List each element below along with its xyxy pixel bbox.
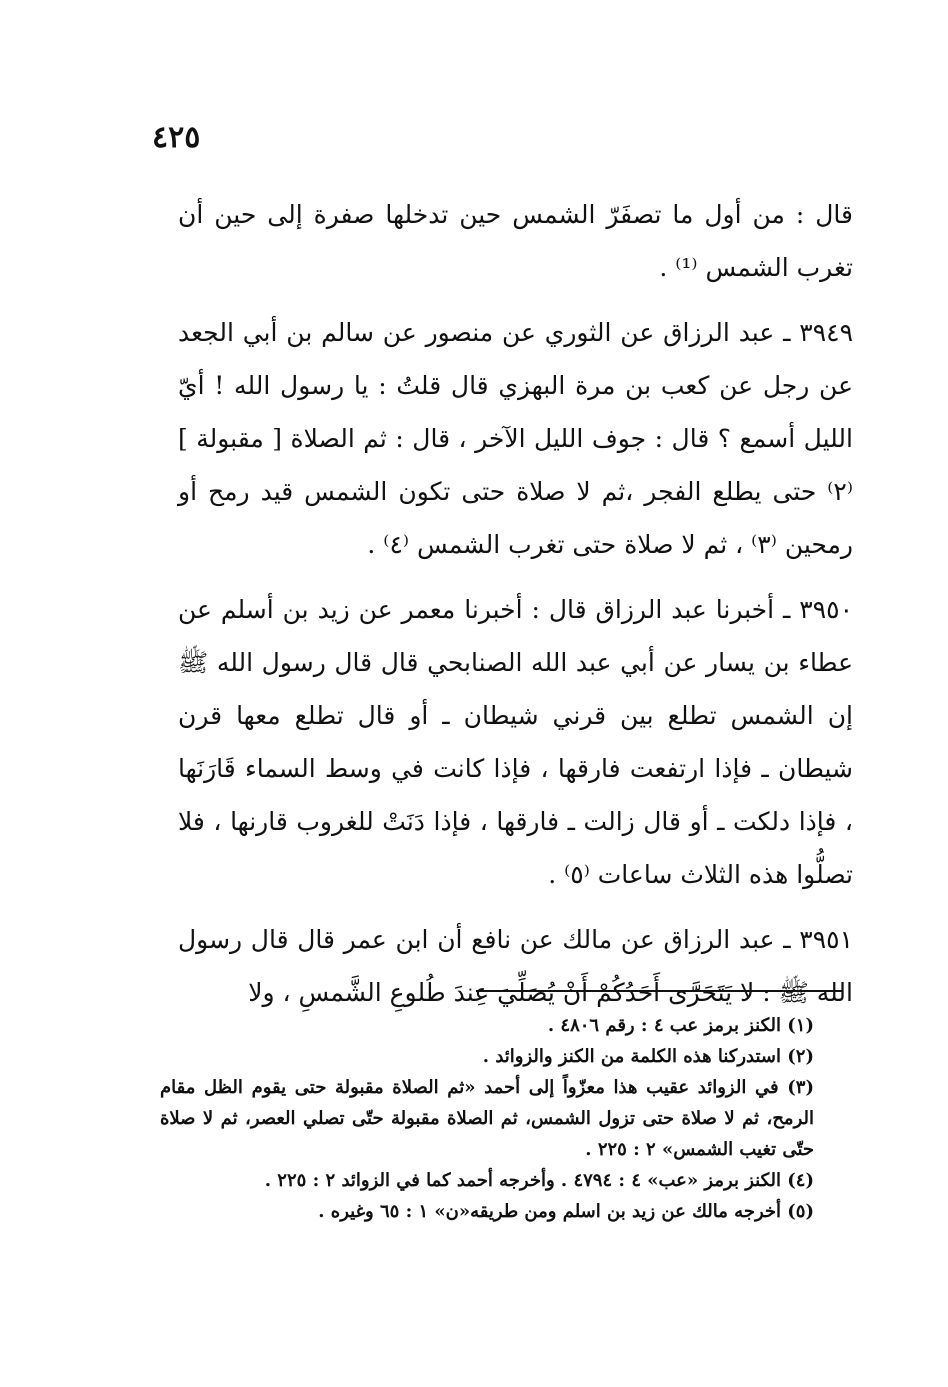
main-text <box>178 188 853 1019</box>
footnotes <box>160 1010 850 1227</box>
footnote-5: (٥) أخرجه مالك عن زيد بن اسلم ومن طريقه«ن» ١ : ٦٥ وغيره . <box>318 1201 814 1222</box>
footnote-3: (٣) في الزوائد عقيب هذا معزّواً إلى أحمد «ثم الصلاة مقبولة حتى يقوم الظل مقام الرمح، ثم لا صلاة حتى تزول الشمس، ثم الصلاة مقبولة حتّى تصلي العصر، ثم لا صلاة حتّى تغيب الشمس» ٢ : ٢٢٥ . <box>160 1077 814 1160</box>
footnote-divider <box>476 990 843 992</box>
footnote-1: (١) الكنز برمز عب ٤ : رقم ٤٨٠٦ . <box>547 1015 814 1036</box>
hadith-3950: ٣٩٥٠ ـ أخبرنا عبد الرزاق قال : أخبرنا معمر عن زيد بن أسلم عن عطاء بن يسار عن أبي عبد الله الصنابحي قال قال رسول الله ﷺ إن الشمس تطلع بين قرني شيطان ـ أو قال تطلع معها قرن شيطان ـ فإذا ارتفعت فارقها ، فإذا كانت في وسط السماء قَارَنَها ، فإذا دلكت ـ أو قال زالت ـ فارقها ، فإذا دَنَتْ للغروب قارنها ، فلا تصلُّوا هذه الثلاث ساعات ⁽٥⁾ . <box>178 595 853 889</box>
page-number: ٤٢٥ <box>152 120 201 155</box>
hadith-3951: ٣٩٥١ ـ عبد الرزاق عن مالك عن نافع أن ابن عمر قال قال رسول الله ﷺ : لا يَتَحَرَّى أَحَدُكُمْ أَنْ يُصَلِّيَ عِندَ طُلوعِ الشَّمسِ ، ولا <box>178 925 853 1007</box>
footnote-4: (٤) الكنز برمز «عب» ٤ : ٤٧٩٤ . وأخرجه أحمد كما في الزوائد ٢ : ٢٢٥ . <box>264 1170 814 1191</box>
footnote-2: (٢) استدركنا هذه الكلمة من الكنز والزوائد . <box>482 1046 814 1067</box>
hadith-3949: ٣٩٤٩ ـ عبد الرزاق عن الثوري عن منصور عن سالم بن أبي الجعد عن رجل عن كعب بن مرة البهزي قال قلتُ : يا رسول الله ! أيّ الليل أسمع ؟ قال : جوف الليل الآخر ، قال : ثم الصلاة [ مقبولة ] ⁽٢⁾ حتى يطلع الفجر ،ثم لا صلاة حتى تكون الشمس قيد رمح أو رمحين ⁽٣⁾ ، ثم لا صلاة حتى تغرب الشمس ⁽٤⁾ . <box>178 318 853 559</box>
paragraph-intro: قال : من أول ما تصفَرّ الشمس حين تدخلها صفرة إلى حين أن تغرب الشمس ⁽¹⁾ . <box>178 200 853 282</box>
